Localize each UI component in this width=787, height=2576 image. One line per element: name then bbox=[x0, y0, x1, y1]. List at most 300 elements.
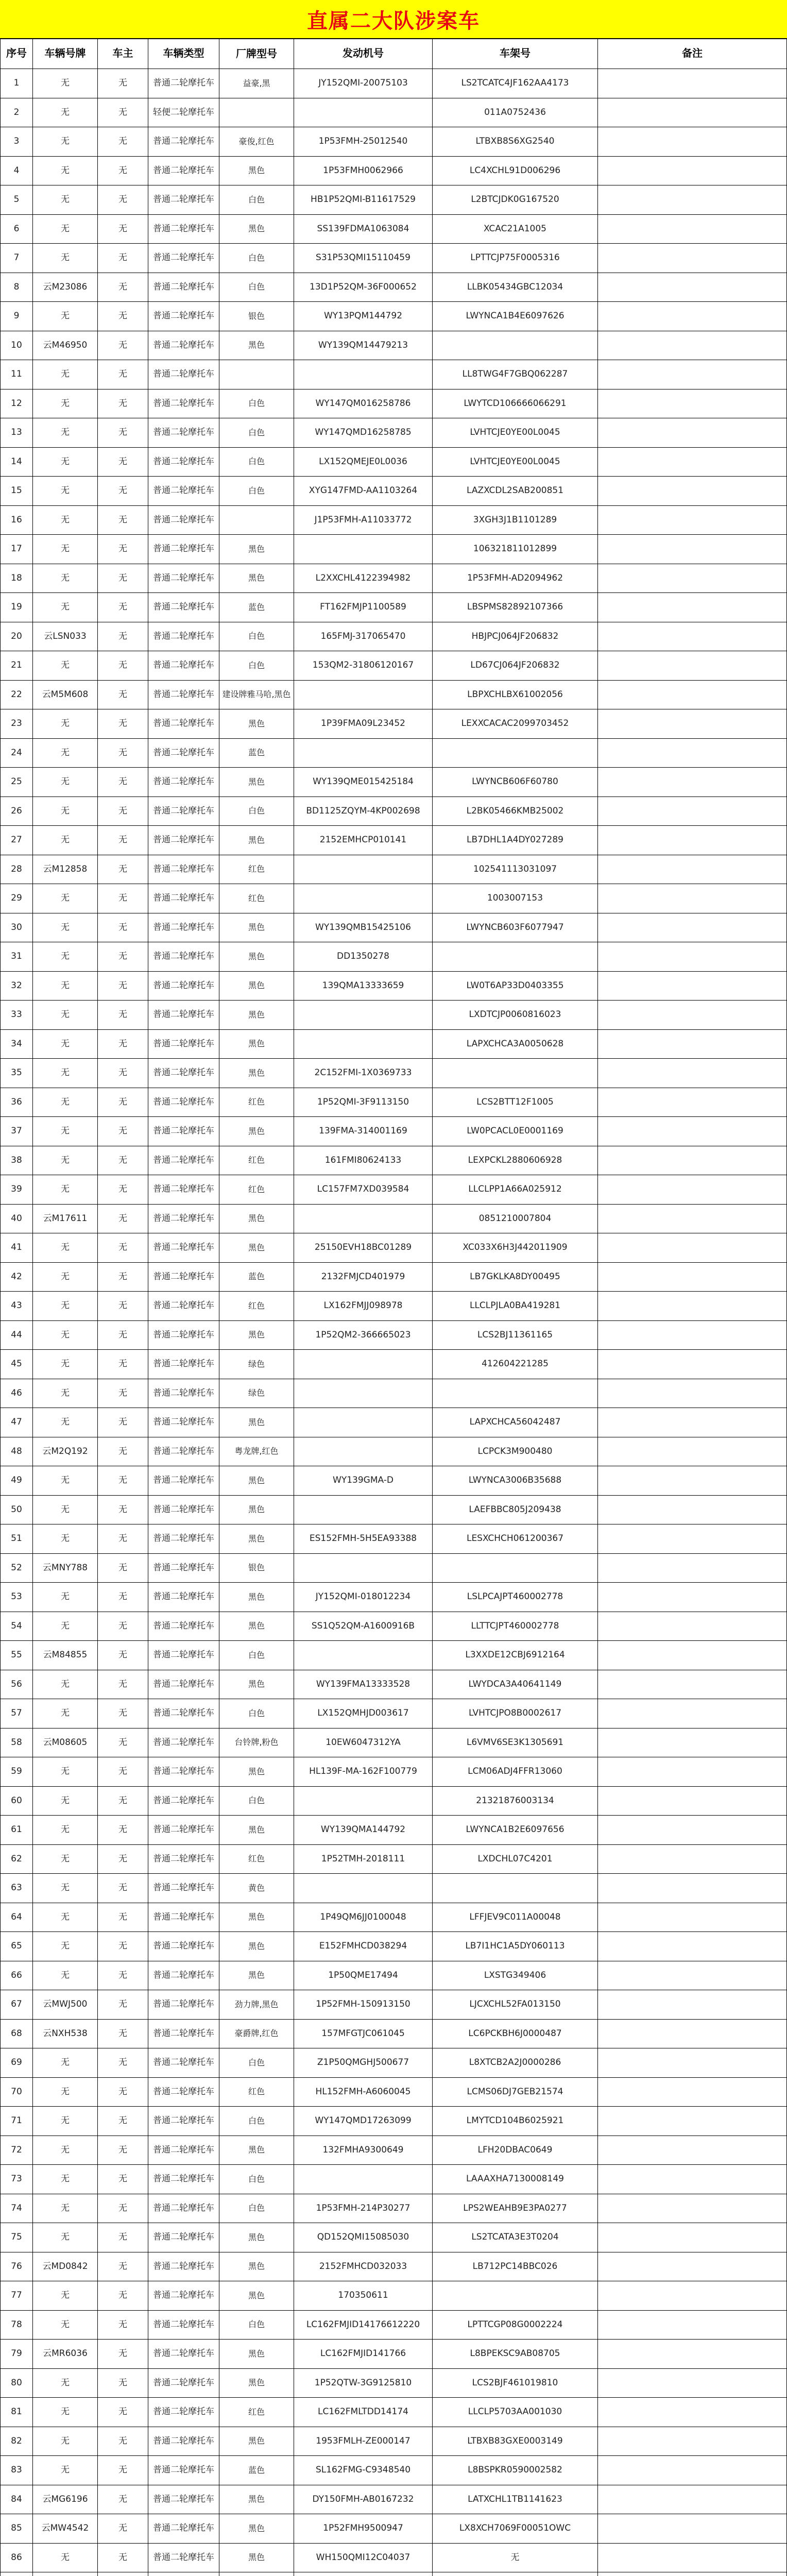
table-row bbox=[0, 244, 787, 273]
cell-seq: 7 bbox=[0, 244, 33, 273]
cell-remark bbox=[598, 826, 787, 855]
cell-brand-model: 白色 bbox=[219, 2311, 294, 2340]
cell-frame-no: LAPXCHCA3A0050628 bbox=[433, 1030, 598, 1059]
cell-owner: 无 bbox=[98, 1728, 148, 1758]
cell-vehicle-type: 普通二轮摩托车 bbox=[148, 1001, 219, 1030]
table-row bbox=[0, 651, 787, 681]
cell-frame-no: 102541113031097 bbox=[433, 855, 598, 885]
cell-remark bbox=[598, 739, 787, 768]
cell-plate: 无 bbox=[33, 535, 98, 564]
cell-brand-model: 黑色 bbox=[219, 2369, 294, 2398]
cell-remark bbox=[598, 244, 787, 273]
cell-vehicle-type: 普通二轮摩托车 bbox=[148, 593, 219, 622]
cell-brand-model: 豪爵牌,红色 bbox=[219, 2020, 294, 2049]
cell-owner: 无 bbox=[98, 2223, 148, 2252]
cell-plate: 云LSN033 bbox=[33, 622, 98, 652]
cell-owner: 无 bbox=[98, 884, 148, 913]
cell-owner: 无 bbox=[98, 1845, 148, 1874]
cell-owner: 无 bbox=[98, 185, 148, 215]
cell-seq: 10 bbox=[0, 331, 33, 361]
table-row bbox=[0, 2048, 787, 2078]
cell-plate: 无 bbox=[33, 1496, 98, 1525]
cell-brand-model: 白色 bbox=[219, 273, 294, 302]
cell-seq: 56 bbox=[0, 1670, 33, 1700]
cell-frame-no: LTBXB8S6XG2540 bbox=[433, 127, 598, 157]
cell-owner: 无 bbox=[98, 1379, 148, 1409]
cell-remark bbox=[598, 1612, 787, 1641]
column-header-seq: 序号 bbox=[0, 38, 33, 69]
table-row bbox=[0, 1961, 787, 1991]
cell-frame-no: LWYDCA3A40641149 bbox=[433, 1670, 598, 1700]
cell-seq: 9 bbox=[0, 302, 33, 331]
cell-vehicle-type: 普通二轮摩托车 bbox=[148, 2485, 219, 2515]
cell-frame-no: LWYNCA1B4E6097626 bbox=[433, 302, 598, 331]
cell-brand-model: 红色 bbox=[219, 1292, 294, 1321]
cell-frame-no: LAZXCDL2SAB200851 bbox=[433, 477, 598, 506]
cell-brand-model: 黑色 bbox=[219, 2223, 294, 2252]
cell-remark bbox=[598, 273, 787, 302]
cell-owner: 无 bbox=[98, 69, 148, 98]
cell-remark bbox=[598, 681, 787, 710]
cell-remark bbox=[598, 564, 787, 594]
cell-engine-no: BD1125ZQYM-4KP002698 bbox=[294, 797, 433, 826]
cell-owner: 无 bbox=[98, 302, 148, 331]
cell-vehicle-type: 普通二轮摩托车 bbox=[148, 1088, 219, 1117]
cell-engine-no: 1P49QM6JJ0100048 bbox=[294, 1903, 433, 1933]
cell-brand-model: 粤龙牌,红色 bbox=[219, 1437, 294, 1467]
cell-engine-no: LX162FMJJ098978 bbox=[294, 1292, 433, 1321]
table-row bbox=[0, 855, 787, 885]
cell-owner: 无 bbox=[98, 739, 148, 768]
cell-vehicle-type: 普通二轮摩托车 bbox=[148, 1379, 219, 1409]
cell-brand-model: 红色 bbox=[219, 1146, 294, 1176]
table-row bbox=[0, 1757, 787, 1787]
cell-frame-no bbox=[433, 2281, 598, 2311]
cell-engine-no: WY13PQM144792 bbox=[294, 302, 433, 331]
cell-seq: 59 bbox=[0, 1757, 33, 1787]
table-row bbox=[0, 389, 787, 419]
cell-brand-model: 豪俊,红色 bbox=[219, 127, 294, 157]
cell-vehicle-type: 普通二轮摩托车 bbox=[148, 564, 219, 594]
cell-brand-model: 白色 bbox=[219, 448, 294, 477]
cell-vehicle-type: 普通二轮摩托车 bbox=[148, 1961, 219, 1991]
cell-owner: 无 bbox=[98, 331, 148, 361]
cell-engine-no: WH150QMI12C04037 bbox=[294, 2544, 433, 2573]
cell-brand-model: 黑色 bbox=[219, 1903, 294, 1933]
cell-owner: 无 bbox=[98, 1088, 148, 1117]
cell-plate: 无 bbox=[33, 2281, 98, 2311]
cell-frame-no: LFFJEV9C011A00048 bbox=[433, 1903, 598, 1933]
cell-vehicle-type: 普通二轮摩托车 bbox=[148, 651, 219, 681]
table-row bbox=[0, 1059, 787, 1088]
table-row bbox=[0, 1205, 787, 1234]
cell-frame-no: L2BK05466KMB25002 bbox=[433, 797, 598, 826]
cell-plate: 云M5M608 bbox=[33, 681, 98, 710]
cell-engine-no: S31P53QMI15110459 bbox=[294, 244, 433, 273]
cell-vehicle-type: 普通二轮摩托车 bbox=[148, 185, 219, 215]
cell-engine-no bbox=[294, 1408, 433, 1437]
cell-seq: 78 bbox=[0, 2311, 33, 2340]
cell-engine-no: JY152QMI-018012234 bbox=[294, 1583, 433, 1612]
cell-vehicle-type: 普通二轮摩托车 bbox=[148, 884, 219, 913]
cell-remark bbox=[598, 1350, 787, 1379]
cell-frame-no: LCS2BTT12F1005 bbox=[433, 1088, 598, 1117]
cell-owner: 无 bbox=[98, 1496, 148, 1525]
cell-engine-no bbox=[294, 1030, 433, 1059]
cell-vehicle-type: 普通二轮摩托车 bbox=[148, 273, 219, 302]
cell-vehicle-type: 普通二轮摩托车 bbox=[148, 1816, 219, 1845]
cell-plate: 云M08605 bbox=[33, 1728, 98, 1758]
cell-brand-model: 白色 bbox=[219, 2048, 294, 2078]
cell-engine-no: LC162FMLTDD14174 bbox=[294, 2398, 433, 2427]
cell-brand-model: 黑色 bbox=[219, 2136, 294, 2165]
cell-engine-no bbox=[294, 535, 433, 564]
cell-seq: 62 bbox=[0, 1845, 33, 1874]
cell-brand-model: 白色 bbox=[219, 477, 294, 506]
cell-plate: 无 bbox=[33, 1670, 98, 1700]
cell-brand-model: 蓝色 bbox=[219, 593, 294, 622]
cell-brand-model: 黑色 bbox=[219, 709, 294, 739]
cell-owner: 无 bbox=[98, 1175, 148, 1205]
cell-vehicle-type: 普通二轮摩托车 bbox=[148, 1175, 219, 1205]
table-row bbox=[0, 564, 787, 594]
column-header-owner: 车主 bbox=[98, 38, 148, 69]
cell-remark bbox=[598, 2048, 787, 2078]
cell-plate: 无 bbox=[33, 2165, 98, 2194]
cell-engine-no: 1P52FMH9500947 bbox=[294, 2514, 433, 2544]
cell-vehicle-type: 普通二轮摩托车 bbox=[148, 2281, 219, 2311]
cell-seq: 65 bbox=[0, 1932, 33, 1961]
cell-engine-no: 1P52FMH-150913150 bbox=[294, 1990, 433, 2020]
cell-frame-no bbox=[433, 331, 598, 361]
cell-remark bbox=[598, 2514, 787, 2544]
cell-seq: 29 bbox=[0, 884, 33, 913]
cell-vehicle-type: 普通二轮摩托车 bbox=[148, 1990, 219, 2020]
cell-engine-no: WY147QMD17263099 bbox=[294, 2107, 433, 2136]
cell-plate: 无 bbox=[33, 1088, 98, 1117]
cell-seq bbox=[0, 2572, 33, 2576]
cell-brand-model: 黑色 bbox=[219, 1496, 294, 1525]
cell-vehicle-type: 普通二轮摩托车 bbox=[148, 2456, 219, 2485]
cell-remark bbox=[598, 1496, 787, 1525]
cell-plate: 无 bbox=[33, 1292, 98, 1321]
cell-remark bbox=[598, 1437, 787, 1467]
cell-seq: 85 bbox=[0, 2514, 33, 2544]
cell-plate: 无 bbox=[33, 448, 98, 477]
cell-seq: 13 bbox=[0, 418, 33, 448]
cell-frame-no: 1003007153 bbox=[433, 884, 598, 913]
cell-plate: 无 bbox=[33, 942, 98, 972]
cell-vehicle-type: 普通二轮摩托车 bbox=[148, 1117, 219, 1146]
cell-seq: 2 bbox=[0, 98, 33, 128]
cell-remark bbox=[598, 127, 787, 157]
cell-frame-no: 0851210007804 bbox=[433, 1205, 598, 1234]
cell-frame-no: LAAAXHA7130008149 bbox=[433, 2165, 598, 2194]
cell-vehicle-type: 普通二轮摩托车 bbox=[148, 244, 219, 273]
cell-plate: 无 bbox=[33, 1263, 98, 1292]
cell-engine-no bbox=[294, 1496, 433, 1525]
cell-owner: 无 bbox=[98, 593, 148, 622]
cell-frame-no: LB712PC14BBC026 bbox=[433, 2252, 598, 2282]
cell-owner: 无 bbox=[98, 418, 148, 448]
cell-engine-no: LC162FMJID14176612220 bbox=[294, 2311, 433, 2340]
cell-seq: 53 bbox=[0, 1583, 33, 1612]
cell-brand-model: 建设牌雅马哈,黑色 bbox=[219, 681, 294, 710]
table-row bbox=[0, 2485, 787, 2515]
cell-seq: 70 bbox=[0, 2078, 33, 2107]
cell-frame-no: LC6PCKBH6J0000487 bbox=[433, 2020, 598, 2049]
cell-owner: 无 bbox=[98, 1146, 148, 1176]
cell-frame-no bbox=[433, 1059, 598, 1088]
cell-seq: 48 bbox=[0, 1437, 33, 1467]
table-row bbox=[0, 2398, 787, 2427]
cell-plate: 无 bbox=[33, 1001, 98, 1030]
cell-frame-no: LAEFBBC805J209438 bbox=[433, 1496, 598, 1525]
cell-frame-no: LVHTCJPO8B0002617 bbox=[433, 1699, 598, 1728]
cell-plate: 无 bbox=[33, 884, 98, 913]
cell-owner: 无 bbox=[98, 622, 148, 652]
cell-owner: 无 bbox=[98, 2048, 148, 2078]
cell-plate: 无 bbox=[33, 1961, 98, 1991]
table-row bbox=[0, 1990, 787, 2020]
cell-brand-model: 红色 bbox=[219, 1845, 294, 1874]
cell-frame-no: LLCLPP1A66A025912 bbox=[433, 1175, 598, 1205]
cell-brand-model: 黑色 bbox=[219, 1059, 294, 1088]
cell-owner: 无 bbox=[98, 1350, 148, 1379]
cell-seq: 11 bbox=[0, 360, 33, 389]
table-row bbox=[0, 2252, 787, 2282]
cell-frame-no: LPS2WEAHB9E3PA0277 bbox=[433, 2194, 598, 2224]
cell-plate: 无 bbox=[33, 651, 98, 681]
cell-owner: 无 bbox=[98, 797, 148, 826]
cell-seq: 82 bbox=[0, 2427, 33, 2456]
cell-seq: 60 bbox=[0, 1787, 33, 1816]
cell-frame-no: LFH20DBAC0649 bbox=[433, 2136, 598, 2165]
table-row bbox=[0, 360, 787, 389]
table-row bbox=[0, 1379, 787, 1409]
cell-engine-no bbox=[294, 681, 433, 710]
cell-remark bbox=[598, 2165, 787, 2194]
cell-remark bbox=[598, 1583, 787, 1612]
cell-seq: 63 bbox=[0, 1874, 33, 1903]
cell-brand-model bbox=[219, 2572, 294, 2576]
cell-remark bbox=[598, 942, 787, 972]
cell-brand-model: 黑色 bbox=[219, 1932, 294, 1961]
cell-engine-no: 1P50QME17494 bbox=[294, 1961, 433, 1991]
cell-brand-model: 黑色 bbox=[219, 2485, 294, 2515]
cell-remark bbox=[598, 1816, 787, 1845]
table-row bbox=[0, 1932, 787, 1961]
cell-brand-model bbox=[219, 360, 294, 389]
cell-frame-no: XCAC21A1005 bbox=[433, 215, 598, 244]
cell-vehicle-type: 普通二轮摩托车 bbox=[148, 826, 219, 855]
cell-owner: 无 bbox=[98, 564, 148, 594]
cell-seq: 31 bbox=[0, 942, 33, 972]
cell-seq: 26 bbox=[0, 797, 33, 826]
cell-vehicle-type: 普通二轮摩托车 bbox=[148, 2340, 219, 2369]
cell-remark bbox=[598, 1117, 787, 1146]
cell-seq: 30 bbox=[0, 913, 33, 943]
table-row bbox=[0, 884, 787, 913]
cell-engine-no: HL139F-MA-162F100779 bbox=[294, 1757, 433, 1787]
cell-vehicle-type: 普通二轮摩托车 bbox=[148, 1350, 219, 1379]
cell-remark bbox=[598, 535, 787, 564]
cell-plate: 云NXH538 bbox=[33, 2020, 98, 2049]
cell-brand-model: 白色 bbox=[219, 244, 294, 273]
cell-engine-no: 165FMJ-317065470 bbox=[294, 622, 433, 652]
cell-frame-no: LESXCHCH061200367 bbox=[433, 1524, 598, 1554]
cell-vehicle-type: 普通二轮摩托车 bbox=[148, 2136, 219, 2165]
cell-engine-no: WY147QM016258786 bbox=[294, 389, 433, 419]
cell-seq: 64 bbox=[0, 1903, 33, 1933]
cell-frame-no: LS2TCATA3E3T0204 bbox=[433, 2223, 598, 2252]
cell-engine-no: QD152QMI15085030 bbox=[294, 2223, 433, 2252]
cell-remark bbox=[598, 360, 787, 389]
cell-plate: 无 bbox=[33, 2107, 98, 2136]
cell-plate: 云M17611 bbox=[33, 1205, 98, 1234]
cell-plate: 无 bbox=[33, 564, 98, 594]
table-row bbox=[0, 2544, 787, 2573]
cell-frame-no: 011A0752436 bbox=[433, 98, 598, 128]
cell-brand-model: 蓝色 bbox=[219, 1263, 294, 1292]
table-row bbox=[0, 1845, 787, 1874]
cell-remark bbox=[598, 1059, 787, 1088]
cell-brand-model: 黑色 bbox=[219, 1321, 294, 1350]
table-row bbox=[0, 1175, 787, 1205]
cell-plate: 无 bbox=[33, 1787, 98, 1816]
cell-seq: 33 bbox=[0, 1001, 33, 1030]
cell-seq: 28 bbox=[0, 855, 33, 885]
cell-owner: 无 bbox=[98, 972, 148, 1001]
column-header-brand-model: 厂牌型号 bbox=[219, 38, 294, 69]
table-row bbox=[0, 1233, 787, 1263]
cell-remark bbox=[598, 2281, 787, 2311]
cell-vehicle-type: 普通二轮摩托车 bbox=[148, 1932, 219, 1961]
cell-remark bbox=[598, 2194, 787, 2224]
cell-engine-no: LX152QMEJE0L0036 bbox=[294, 448, 433, 477]
cell-vehicle-type bbox=[148, 2572, 219, 2576]
cell-owner: 无 bbox=[98, 477, 148, 506]
column-header-frame-no: 车架号 bbox=[433, 38, 598, 69]
cell-engine-no bbox=[294, 1787, 433, 1816]
cell-owner: 无 bbox=[98, 1263, 148, 1292]
cell-owner: 无 bbox=[98, 1816, 148, 1845]
table-row bbox=[0, 1699, 787, 1728]
cell-engine-no: 1P53FMH-25012540 bbox=[294, 127, 433, 157]
cell-frame-no: 无 bbox=[433, 2544, 598, 2573]
cell-brand-model: 黑色 bbox=[219, 535, 294, 564]
cell-plate: 无 bbox=[33, 2544, 98, 2573]
cell-seq: 76 bbox=[0, 2252, 33, 2282]
cell-engine-no: 1P52TMH-2018111 bbox=[294, 1845, 433, 1874]
cell-remark bbox=[598, 477, 787, 506]
cell-vehicle-type: 普通二轮摩托车 bbox=[148, 1408, 219, 1437]
cell-engine-no: ES152FMH-5H5EA93388 bbox=[294, 1524, 433, 1554]
cell-seq: 23 bbox=[0, 709, 33, 739]
table-row bbox=[0, 593, 787, 622]
table-row bbox=[0, 1263, 787, 1292]
cell-frame-no: L6VMV6SE3K1305691 bbox=[433, 1728, 598, 1758]
cell-plate: 无 bbox=[33, 1350, 98, 1379]
cell-vehicle-type: 普通二轮摩托车 bbox=[148, 2398, 219, 2427]
cell-plate: 无 bbox=[33, 1583, 98, 1612]
cell-brand-model: 黑色 bbox=[219, 1233, 294, 1263]
table-row bbox=[0, 1030, 787, 1059]
cell-plate: 无 bbox=[33, 1059, 98, 1088]
cell-vehicle-type: 普通二轮摩托车 bbox=[148, 302, 219, 331]
cell-vehicle-type: 普通二轮摩托车 bbox=[148, 157, 219, 186]
cell-owner: 无 bbox=[98, 1874, 148, 1903]
cell-owner: 无 bbox=[98, 855, 148, 885]
cell-brand-model: 黑色 bbox=[219, 2427, 294, 2456]
cell-remark bbox=[598, 2369, 787, 2398]
cell-vehicle-type: 轻便二轮摩托车 bbox=[148, 98, 219, 128]
cell-vehicle-type: 普通二轮摩托车 bbox=[148, 1845, 219, 1874]
cell-vehicle-type: 普通二轮摩托车 bbox=[148, 1787, 219, 1816]
cell-owner: 无 bbox=[98, 1233, 148, 1263]
cell-seq: 75 bbox=[0, 2223, 33, 2252]
cell-remark bbox=[598, 884, 787, 913]
cell-seq: 45 bbox=[0, 1350, 33, 1379]
cell-remark bbox=[598, 2136, 787, 2165]
cell-frame-no: LXDTCJP0060816023 bbox=[433, 1001, 598, 1030]
cell-plate: 云MNY788 bbox=[33, 1554, 98, 1583]
cell-seq: 12 bbox=[0, 389, 33, 419]
cell-seq: 67 bbox=[0, 1990, 33, 2020]
cell-owner: 无 bbox=[98, 1117, 148, 1146]
cell-brand-model: 蓝色 bbox=[219, 2456, 294, 2485]
cell-owner: 无 bbox=[98, 2514, 148, 2544]
cell-seq: 38 bbox=[0, 1146, 33, 1176]
cell-remark bbox=[598, 1961, 787, 1991]
cell-plate: 无 bbox=[33, 797, 98, 826]
cell-vehicle-type: 普通二轮摩托车 bbox=[148, 2514, 219, 2544]
cell-frame-no: L8XTCB2A2J0000286 bbox=[433, 2048, 598, 2078]
cell-owner: 无 bbox=[98, 2078, 148, 2107]
cell-engine-no: 1P52QTW-3G9125810 bbox=[294, 2369, 433, 2398]
cell-engine-no: WY139QME015425184 bbox=[294, 768, 433, 797]
cell-brand-model: 劲力牌,黑色 bbox=[219, 1990, 294, 2020]
cell-plate: 无 bbox=[33, 2456, 98, 2485]
table-row bbox=[0, 1874, 787, 1903]
cell-frame-no: L8BSPKR0590002582 bbox=[433, 2456, 598, 2485]
cell-frame-no: 3XGH3J1B1101289 bbox=[433, 506, 598, 535]
cell-engine-no bbox=[294, 2572, 433, 2576]
cell-engine-no bbox=[294, 884, 433, 913]
table-row bbox=[0, 1816, 787, 1845]
cell-remark bbox=[598, 651, 787, 681]
table-row bbox=[0, 2369, 787, 2398]
cell-vehicle-type: 普通二轮摩托车 bbox=[148, 1757, 219, 1787]
cell-owner: 无 bbox=[98, 2544, 148, 2573]
cell-remark bbox=[598, 709, 787, 739]
cell-engine-no bbox=[294, 360, 433, 389]
cell-remark bbox=[598, 1205, 787, 1234]
cell-engine-no: 1P52QM2-366665023 bbox=[294, 1321, 433, 1350]
cell-seq: 55 bbox=[0, 1641, 33, 1670]
cell-remark bbox=[598, 797, 787, 826]
cell-owner: 无 bbox=[98, 448, 148, 477]
cell-brand-model: 黑色 bbox=[219, 826, 294, 855]
cell-seq: 44 bbox=[0, 1321, 33, 1350]
cell-owner: 无 bbox=[98, 360, 148, 389]
table-row bbox=[0, 972, 787, 1001]
table-row bbox=[0, 1321, 787, 1350]
column-header-engine-no: 发动机号 bbox=[294, 38, 433, 69]
cell-plate: 无 bbox=[33, 826, 98, 855]
table-row bbox=[0, 2165, 787, 2194]
cell-remark bbox=[598, 1641, 787, 1670]
